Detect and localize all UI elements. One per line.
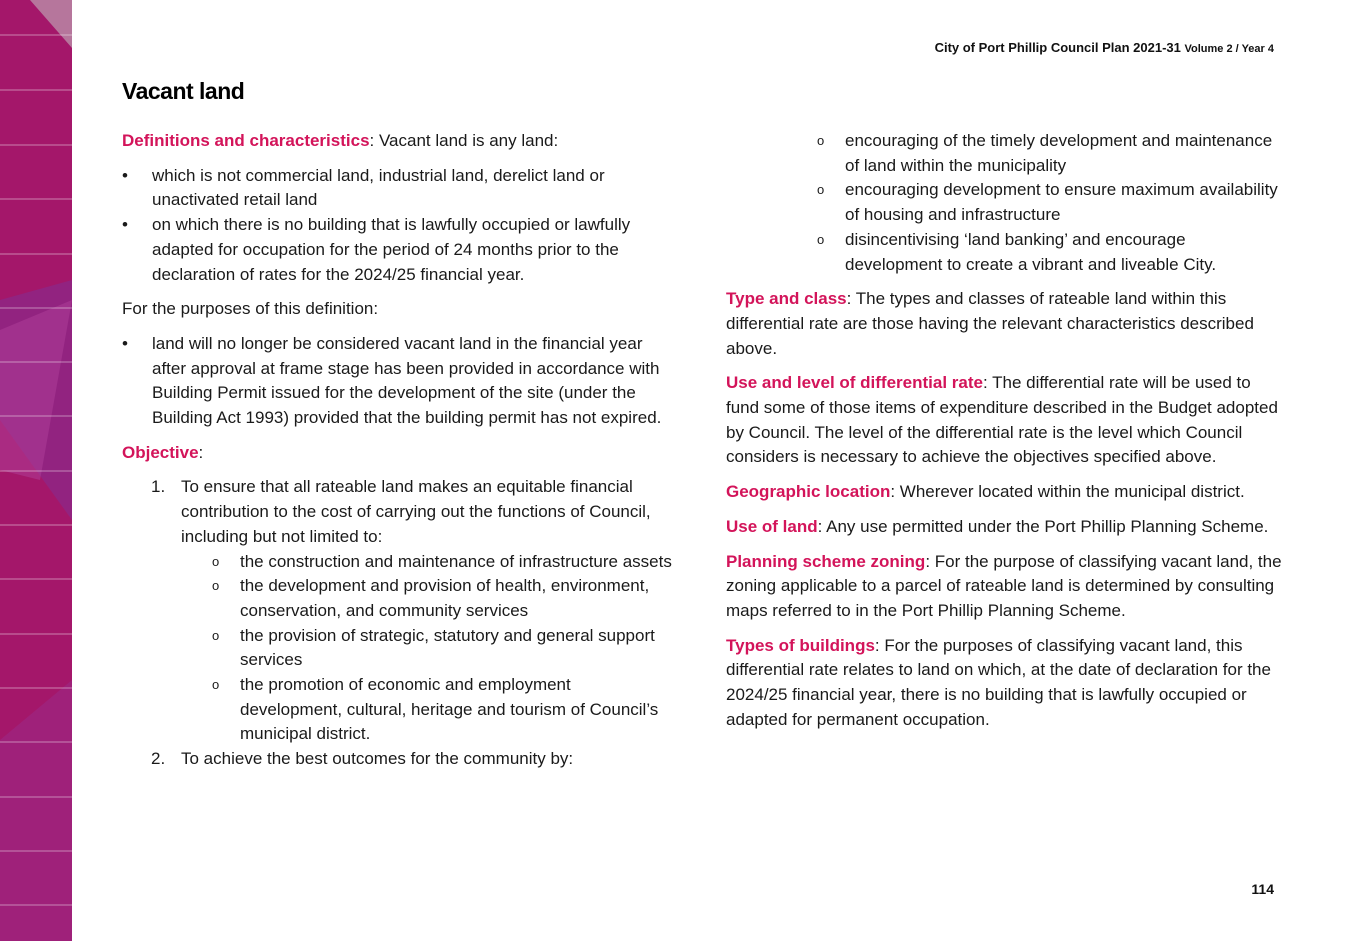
objective-item (151, 747, 677, 772)
objective-item (151, 475, 677, 747)
section-term: Planning scheme zoning (726, 551, 926, 571)
section-text: : The differential rate will be used to fund some of those items of expenditure described in the Budget adopted by Council. The level of the differential rate is the level which Council considers is necessary to achieve the objectives specified above. (726, 373, 1278, 467)
section-term: Use of land (726, 516, 818, 536)
continued-sub-list (726, 129, 1286, 277)
planning-zoning-paragraph (726, 550, 1286, 624)
right-column (726, 129, 1286, 742)
decorative-sidebar (0, 0, 72, 941)
sub-list-item: o the construction and maintenance of infrastructure assets (210, 550, 677, 575)
sub-list-item: o the promotion of economic and employment development, cultural, heritage and tourism of Council’s municipal district. (210, 673, 677, 747)
section-term: Type and class (726, 289, 847, 309)
type-and-class-paragraph (726, 287, 1286, 361)
sub-list-item: o encouraging of the timely development and maintenance of land within the municipality (815, 129, 1286, 178)
section-term: Types of buildings (726, 635, 875, 655)
objective-colon: : (198, 442, 204, 462)
objective-text: To ensure that all rateable land makes an equitable financial contribution to the cost of carrying out the functions of Council, including but not limited to: (181, 477, 651, 546)
list-item: • on which there is no building that is lawfully occupied or lawfully adapted for occupation for the period of 24 months prior to the declaration of rates for the 2024/25 financial year. (122, 213, 677, 287)
definitions-paragraph (122, 129, 677, 154)
section-text: : The types and classes of rateable land within this differential rate are those having the relevant characteristics described above. (726, 289, 1254, 358)
section-term: Use and level of differential rate (726, 373, 983, 393)
definitions-text: : Vacant land is any land: (369, 131, 559, 150)
objective-sub-list (181, 550, 677, 748)
document-title: City of Port Phillip Council Plan 2021-31 (934, 40, 1181, 55)
sub-list-item: o the development and provision of health, environment, conservation, and community services (210, 574, 677, 623)
purposes-bullet-list (122, 332, 677, 431)
definitions-term: Definitions and characteristics (122, 131, 370, 150)
objective-text: To achieve the best outcomes for the community by: (181, 749, 574, 769)
differential-rate-paragraph (726, 371, 1286, 470)
page-title: Vacant land (122, 78, 245, 104)
objectives-list (122, 475, 677, 771)
section-text: : Any use permitted under the Port Phillip Planning Scheme. (817, 516, 1269, 536)
left-column (122, 129, 677, 772)
definition-bullet-list (122, 164, 677, 288)
objective-number: 1. (151, 477, 166, 497)
section-text: : For the purpose of classifying vacant land, the zoning applicable to a parcel of rateable land is determined by consulting maps referred to in the Port Phillip Planning Scheme. (726, 551, 1282, 620)
use-of-land-paragraph (726, 515, 1286, 540)
document-subtitle: Volume 2 / Year 4 (1184, 43, 1274, 55)
sub-list-item: o encouraging development to ensure maximum availability of housing and infrastructure (815, 178, 1286, 227)
section-text: : For the purposes of classifying vacant land, this differential rate relates to land on which, at the date of declaration for the 2024/25 financial year, there is no building that is lawfully occupied or adapted for permanent occupation. (726, 635, 1271, 729)
objective-number: 2. (151, 749, 166, 769)
objective-term: Objective (122, 442, 199, 462)
objective-heading (122, 441, 677, 466)
geographic-location-paragraph (726, 480, 1286, 505)
purposes-intro: For the purposes of this definition: (122, 299, 379, 319)
list-item: • which is not commercial land, industrial land, derelict land or unactivated retail land (122, 164, 677, 213)
section-term: Geographic location (726, 482, 891, 502)
sidebar-pattern (0, 0, 72, 941)
types-of-buildings-paragraph (726, 634, 1286, 733)
section-text: : Wherever located within the municipal district. (890, 482, 1245, 502)
list-item: • land will no longer be considered vacant land in the financial year after approval at frame stage has been provided in accordance with Building Permit issued for the development of the site (under the Building Act 1993) provided that the building permit has not expired. (122, 332, 677, 431)
running-header (935, 40, 1274, 55)
page-number: 114 (1251, 881, 1274, 897)
sub-list-item: o disincentivising ‘land banking’ and encourage development to create a vibrant and liveable City. (815, 228, 1286, 277)
sub-list-item: o the provision of strategic, statutory and general support services (210, 624, 677, 673)
